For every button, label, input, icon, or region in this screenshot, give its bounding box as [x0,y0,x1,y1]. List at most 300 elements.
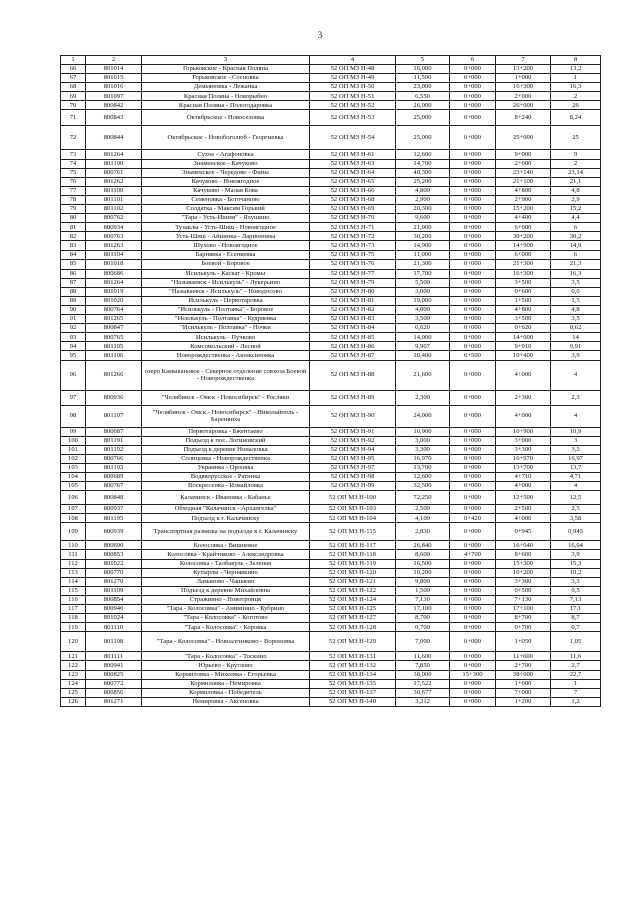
total-length-cell: 25,000 [396,110,450,126]
start-km-cell: 0+000 [450,482,496,491]
total-length-cell: 3,500 [396,315,450,324]
table-row [61,595,601,604]
table-row [61,605,601,614]
end-km-cell: 21+100 [496,177,551,186]
row-number-cell: 73 [61,150,86,159]
row-number-cell: 115 [61,586,86,595]
end-km-cell: 0+620 [496,324,551,333]
start-km-cell: 4+700 [450,550,496,559]
road-code-cell: 801107 [86,405,142,427]
road-name-cell: Солнцевка - Новорождественка [142,454,310,463]
road-name-cell: Тузаклы - Усть-Шиш - Новоягодное [142,223,310,232]
road-name-cell: Водякорусское - Ратника [142,473,310,482]
table-row [61,110,601,126]
start-km-cell: 0+000 [450,679,496,688]
road-code-cell: 800770 [86,568,142,577]
road-name-cell: "Называевск - Исилькуль" - Новодосово [142,287,310,296]
end-km-cell: 23+140 [496,168,551,177]
road-code-cell: 800940 [86,605,142,614]
table-row [61,92,601,101]
table-row [61,168,601,177]
table-row [61,186,601,195]
column-header: 3 [142,56,310,65]
section-length-cell: 7,13 [551,595,601,604]
end-km-cell: 1+000 [496,74,551,83]
table-row [61,473,601,482]
table-row [61,65,601,74]
section-length-cell: 4,4 [551,214,601,223]
row-number-cell: 70 [61,101,86,110]
end-km-cell: 26+000 [496,101,551,110]
section-length-cell: 9 [551,150,601,159]
road-code-cell: 801271 [86,697,142,706]
road-code-cell: 801019 [86,287,142,296]
road-name-cell: Боевой - Боровое [142,259,310,269]
road-name-cell: "Тара - Колосовка" - Коготово [142,614,310,623]
start-km-cell: 0+000 [450,605,496,614]
road-id-cell: 52 ОП МЗ Н-124 [310,595,396,604]
section-length-cell: 0,5 [551,586,601,595]
row-number-cell: 112 [61,559,86,568]
row-number-cell: 124 [61,679,86,688]
section-length-cell: 3,9 [551,550,601,559]
end-km-cell: 2+300 [496,390,551,405]
table-row [61,83,601,92]
table-row [61,454,601,463]
total-length-cell: 9,907 [396,342,450,351]
road-name-cell: "Тара - Колосовка" - Тоскино [142,652,310,661]
end-km-cell: 3+300 [496,445,551,454]
road-code-cell: 800854 [86,595,142,604]
start-km-cell: 0+000 [450,287,496,296]
row-number-cell: 69 [61,92,86,101]
road-code-cell: 801100 [86,186,142,195]
section-length-cell: 3,58 [551,514,601,523]
start-km-cell: 0+000 [450,436,496,445]
road-name-cell: Подъезд к деревне Ноналовка [142,445,310,454]
row-number-cell: 83 [61,241,86,250]
end-km-cell: 16+970 [496,454,551,463]
road-id-cell: 52 ОП МЗ Н-115 [310,523,396,541]
start-km-cell: 0+000 [450,390,496,405]
table-row [61,505,601,514]
row-number-cell: 89 [61,296,86,305]
road-name-cell: Солдатка - Максим Горький [142,205,310,214]
total-length-cell: 2,900 [396,195,450,204]
total-length-cell: 7,850 [396,661,450,670]
start-km-cell: 0+000 [450,305,496,314]
row-number-cell: 93 [61,333,86,342]
column-header: 7 [496,56,551,65]
table-row [61,150,601,159]
end-km-cell: 1+000 [496,679,551,688]
section-length-cell: 14 [551,333,601,342]
end-km-cell: 4+800 [496,186,551,195]
road-code-cell: 801265 [86,315,142,324]
road-name-cell: Семеновка - Богочаново [142,195,310,204]
road-name-cell: Стражиино - Новотроицк [142,595,310,604]
road-code-cell: 800939 [86,523,142,541]
section-length-cell: 6 [551,250,601,259]
row-number-cell: 80 [61,214,86,223]
table-row [61,445,601,454]
table-row [61,278,601,287]
total-length-cell: 7,000 [396,632,450,652]
end-km-cell: 0+500 [496,586,551,595]
road-id-cell: 52 ОП МЗ Н-51 [310,92,396,101]
row-number-cell: 113 [61,568,86,577]
road-code-cell: 801109 [86,586,142,595]
road-id-cell: 52 ОП МЗ Н-134 [310,670,396,679]
column-header: 1 [61,56,86,65]
road-name-cell: "Челябинск - Омск - Новосибирск" - Николайполь - Баренвиха [142,405,310,427]
start-km-cell: 0+000 [450,65,496,74]
road-code-cell: 800761 [86,168,142,177]
section-length-cell: 17,1 [551,605,601,614]
start-km-cell: 0+000 [450,83,496,92]
road-name-cell: Комсомольский - Лесной [142,342,310,351]
road-code-cell: 801014 [86,65,142,74]
road-id-cell: 52 ОП МЗ Н-69 [310,205,396,214]
table-row [61,324,601,333]
total-length-cell: 21,900 [396,223,450,232]
table-row [61,351,601,360]
road-id-cell: 52 ОП МЗ Н-86 [310,342,396,351]
total-length-cell: 14,700 [396,159,450,168]
road-name-cell: Горьковское - Сосновка [142,74,310,83]
road-name-cell: Демьяновка - Лежанка [142,83,310,92]
section-length-cell: 3,9 [551,351,601,360]
road-code-cell: 800686 [86,269,142,278]
total-length-cell: 4,800 [396,305,450,314]
road-code-cell: 800844 [86,126,142,150]
start-km-cell: 0+000 [450,214,496,223]
section-length-cell: 0,62 [551,324,601,333]
road-code-cell: 801015 [86,74,142,83]
row-number-cell: 74 [61,159,86,168]
road-id-cell: 52 ОП МЗ Н-50 [310,83,396,92]
section-length-cell: 2 [551,92,601,101]
road-id-cell: 52 ОП МЗ Н-103 [310,505,396,514]
road-name-cell: Кормиловка - Михеевка - Егорьевка [142,670,310,679]
road-code-cell: 801101 [86,195,142,204]
road-name-cell: Знаменское - Качуково [142,159,310,168]
end-km-cell: 10+900 [496,427,551,436]
section-length-cell: 25 [551,126,601,150]
road-id-cell: 52 ОП МЗ Н-88 [310,360,396,390]
row-number-cell: 118 [61,614,86,623]
total-length-cell: 17,522 [396,679,450,688]
road-id-cell: 52 ОП МЗ Н-53 [310,110,396,126]
total-length-cell: 12,600 [396,150,450,159]
road-name-cell: Колосовка - Талбакуль - Зеленая [142,559,310,568]
section-length-cell: 4 [551,360,601,390]
road-code-cell: 801110 [86,623,142,632]
section-length-cell: 23,14 [551,168,601,177]
road-id-cell: 52 ОП МЗ Н-92 [310,436,396,445]
road-code-cell: 800687 [86,427,142,436]
total-length-cell: 2,300 [396,390,450,405]
table-row [61,688,601,697]
total-length-cell: 26,840 [396,541,450,550]
total-length-cell: 16,000 [396,65,450,74]
road-id-cell: 52 ОП МЗ Н-100 [310,491,396,505]
road-name-cell: Немировка - Аксеновка [142,697,310,706]
road-code-cell: 800767 [86,482,142,491]
section-length-cell: 15,3 [551,559,601,568]
section-length-cell: 1,05 [551,632,601,652]
end-km-cell: 25+000 [496,126,551,150]
end-km-cell: 21+300 [496,259,551,269]
section-length-cell: 8,24 [551,110,601,126]
total-length-cell: 0,620 [396,324,450,333]
road-id-cell: 52 ОП МЗ Н-127 [310,614,396,623]
section-length-cell: 11,6 [551,652,601,661]
total-length-cell: 13,700 [396,463,450,472]
road-name-cell: Красная Поляна - Пологодаровка [142,101,310,110]
start-km-cell: 0+000 [450,150,496,159]
total-length-cell: 2,830 [396,523,450,541]
table-row [61,568,601,577]
section-length-cell: 4,71 [551,473,601,482]
start-km-cell: 0+000 [450,697,496,706]
start-km-cell: 0+000 [450,661,496,670]
road-code-cell: 801195 [86,514,142,523]
total-length-cell: 3,000 [396,287,450,296]
section-length-cell: 2,3 [551,390,601,405]
road-name-cell: Красная Поляна - Новорыбно [142,92,310,101]
total-length-cell: 14,900 [396,241,450,250]
start-km-cell: 0+000 [450,74,496,83]
table-row [61,305,601,314]
start-km-cell: 0+000 [450,688,496,697]
table-row [61,223,601,232]
road-id-cell: 52 ОП МЗ Н-135 [310,679,396,688]
road-code-cell: 800765 [86,333,142,342]
total-length-cell: 20,300 [396,205,450,214]
row-number-cell: 117 [61,605,86,614]
road-name-cell: "Тара - Колосовка" - Аннинино - Кубрино [142,605,310,614]
section-length-cell: 0,6 [551,287,601,296]
total-length-cell: 21,300 [396,259,450,269]
total-length-cell: 11,000 [396,250,450,259]
road-name-cell: Новорождественка - Аюнксиновка [142,351,310,360]
road-code-cell: 800762 [86,214,142,223]
road-id-cell: 52 ОП МЗ Н-54 [310,126,396,150]
table-row [61,405,601,427]
section-length-cell: 0,945 [551,523,601,541]
section-length-cell: 4 [551,482,601,491]
road-id-cell: 52 ОП МЗ Н-52 [310,101,396,110]
road-name-cell: Колосовка - Вишневое [142,541,310,550]
section-length-cell: 16,3 [551,269,601,278]
table-row [61,342,601,351]
road-code-cell: 801262 [86,177,142,186]
road-code-cell: 800842 [86,101,142,110]
end-km-cell: 16+300 [496,83,551,92]
start-km-cell: 0+000 [450,427,496,436]
row-number-cell: 105 [61,482,86,491]
road-name-cell: Шухово - Новоягодное [142,241,310,250]
total-length-cell: 24,000 [396,405,450,427]
end-km-cell: 38+000 [496,670,551,679]
table-body [61,65,601,707]
road-id-cell: 52 ОП МЗ Н-120 [310,568,396,577]
section-length-cell: 16,04 [551,541,601,550]
start-km-cell: 0+000 [450,159,496,168]
road-id-cell: 52 ОП МЗ Н-104 [310,514,396,523]
total-length-cell: 7,130 [396,595,450,604]
table-row [61,523,601,541]
total-length-cell: 30,677 [396,688,450,697]
road-name-cell: Горьковское - Красная Поляна [142,65,310,74]
road-id-cell: 52 ОП МЗ Н-132 [310,661,396,670]
section-length-cell: 30,2 [551,232,601,241]
road-id-cell: 52 ОП МЗ Н-71 [310,223,396,232]
road-name-cell: Ламаново - Чашаево [142,577,310,586]
total-length-cell: 2,500 [396,505,450,514]
road-code-cell: 800941 [86,661,142,670]
table-row [61,177,601,186]
row-number-cell: 77 [61,186,86,195]
road-name-cell: Транспортная развязка на подъезде к г. Калачинску [142,523,310,541]
road-id-cell: 52 ОП МЗ Н-83 [310,315,396,324]
section-length-cell: 3,3 [551,577,601,586]
road-id-cell: 52 ОП МЗ Н-82 [310,305,396,314]
row-number-cell: 95 [61,351,86,360]
section-length-cell: 2,5 [551,505,601,514]
start-km-cell: 0+000 [450,250,496,259]
table-row [61,232,601,241]
table-row [61,679,601,688]
road-code-cell: 801266 [86,360,142,390]
road-id-cell: 52 ОП МЗ Н-91 [310,427,396,436]
road-name-cell: Первотаровка - Бжентаево [142,427,310,436]
section-length-cell: 13,2 [551,65,601,74]
total-length-cell: 4,100 [396,514,450,523]
row-number-cell: 100 [61,436,86,445]
row-number-cell: 126 [61,697,86,706]
end-km-cell: 0+600 [496,287,551,296]
table-row [61,550,601,559]
header-row [61,56,601,65]
row-number-cell: 116 [61,595,86,604]
table-row [61,436,601,445]
end-km-cell: 14+900 [496,241,551,250]
row-number-cell: 119 [61,623,86,632]
start-km-cell: 0+000 [450,92,496,101]
end-km-cell: 2+700 [496,661,551,670]
table-row [61,250,601,259]
table-row [61,697,601,706]
road-id-cell: 52 ОП МЗ Н-81 [310,296,396,305]
road-code-cell: 801020 [86,296,142,305]
road-code-cell: 800936 [86,390,142,405]
start-km-cell: 0+000 [450,168,496,177]
row-number-cell: 108 [61,514,86,523]
row-number-cell: 123 [61,670,86,679]
road-name-cell: "Исилькуль - Полтавка" - Кудряевка [142,315,310,324]
total-length-cell: 9,800 [396,577,450,586]
road-code-cell: 800934 [86,223,142,232]
row-number-cell: 96 [61,360,86,390]
start-km-cell: 0+000 [450,296,496,305]
end-km-cell: 4+800 [496,305,551,314]
end-km-cell: 16+300 [496,269,551,278]
start-km-cell: 0+000 [450,186,496,195]
table-row [61,614,601,623]
end-km-cell: 17+100 [496,605,551,614]
row-number-cell: 98 [61,405,86,427]
section-length-cell: 2 [551,159,601,168]
start-km-cell: 0+000 [450,559,496,568]
road-code-cell: 800825 [86,670,142,679]
road-name-cell: Воскресенка - Измайловка [142,482,310,491]
total-length-cell: 72,250 [396,491,450,505]
start-km-cell: 0+000 [450,473,496,482]
road-id-cell: 52 ОП МЗ Н-125 [310,605,396,614]
total-length-cell: 16,970 [396,454,450,463]
end-km-cell: 3+000 [496,436,551,445]
table-row [61,287,601,296]
table-row [61,205,601,214]
road-code-cell: 800848 [86,491,142,505]
road-name-cell: "Называевск - Исилькуль" - Лукерьино [142,278,310,287]
table-row [61,463,601,472]
section-length-cell: 2,7 [551,661,601,670]
table-row [61,427,601,436]
table-row [61,74,601,83]
table-row [61,482,601,491]
road-code-cell: 801264 [86,278,142,287]
road-code-cell: 800689 [86,473,142,482]
end-km-cell: 11+600 [496,652,551,661]
road-id-cell: 52 ОП МЗ Н-140 [310,697,396,706]
row-number-cell: 101 [61,445,86,454]
road-code-cell: 801104 [86,250,142,259]
road-code-cell: 801024 [86,614,142,623]
road-id-cell: 52 ОП МЗ Н-131 [310,652,396,661]
road-name-cell: Исилькуль - Пучково [142,333,310,342]
table-row [61,101,601,110]
road-code-cell: 801106 [86,351,142,360]
end-km-cell: 15+200 [496,205,551,214]
table-row [61,541,601,550]
road-id-cell: 52 ОП МЗ Н-99 [310,482,396,491]
road-name-cell: "Исилькуль - Полтавка" - Боровое [142,305,310,314]
column-header: 8 [551,56,601,65]
road-name-cell: "Челябинск - Омск - Новосибирск" - Росляки [142,390,310,405]
section-length-cell: 6 [551,223,601,232]
end-km-cell: 1+200 [496,697,551,706]
section-length-cell: 0,7 [551,623,601,632]
end-km-cell: 10+200 [496,568,551,577]
road-code-cell: 801097 [86,92,142,101]
road-name-cell: Калачинск - Ивановка - Кабанье [142,491,310,505]
section-length-cell: 13,7 [551,463,601,472]
end-km-cell: 9+910 [496,342,551,351]
row-number-cell: 94 [61,342,86,351]
road-name-cell: Кутырлы - Чернявкино [142,568,310,577]
total-length-cell: 8,600 [396,550,450,559]
road-name-cell: Октябрьское - Новоселовка [142,110,310,126]
table-row [61,333,601,342]
section-length-cell: 1 [551,679,601,688]
road-name-cell: Кормиловка - Победитель [142,688,310,697]
column-header: 6 [450,56,496,65]
road-code-cell: 801111 [86,652,142,661]
row-number-cell: 90 [61,305,86,314]
